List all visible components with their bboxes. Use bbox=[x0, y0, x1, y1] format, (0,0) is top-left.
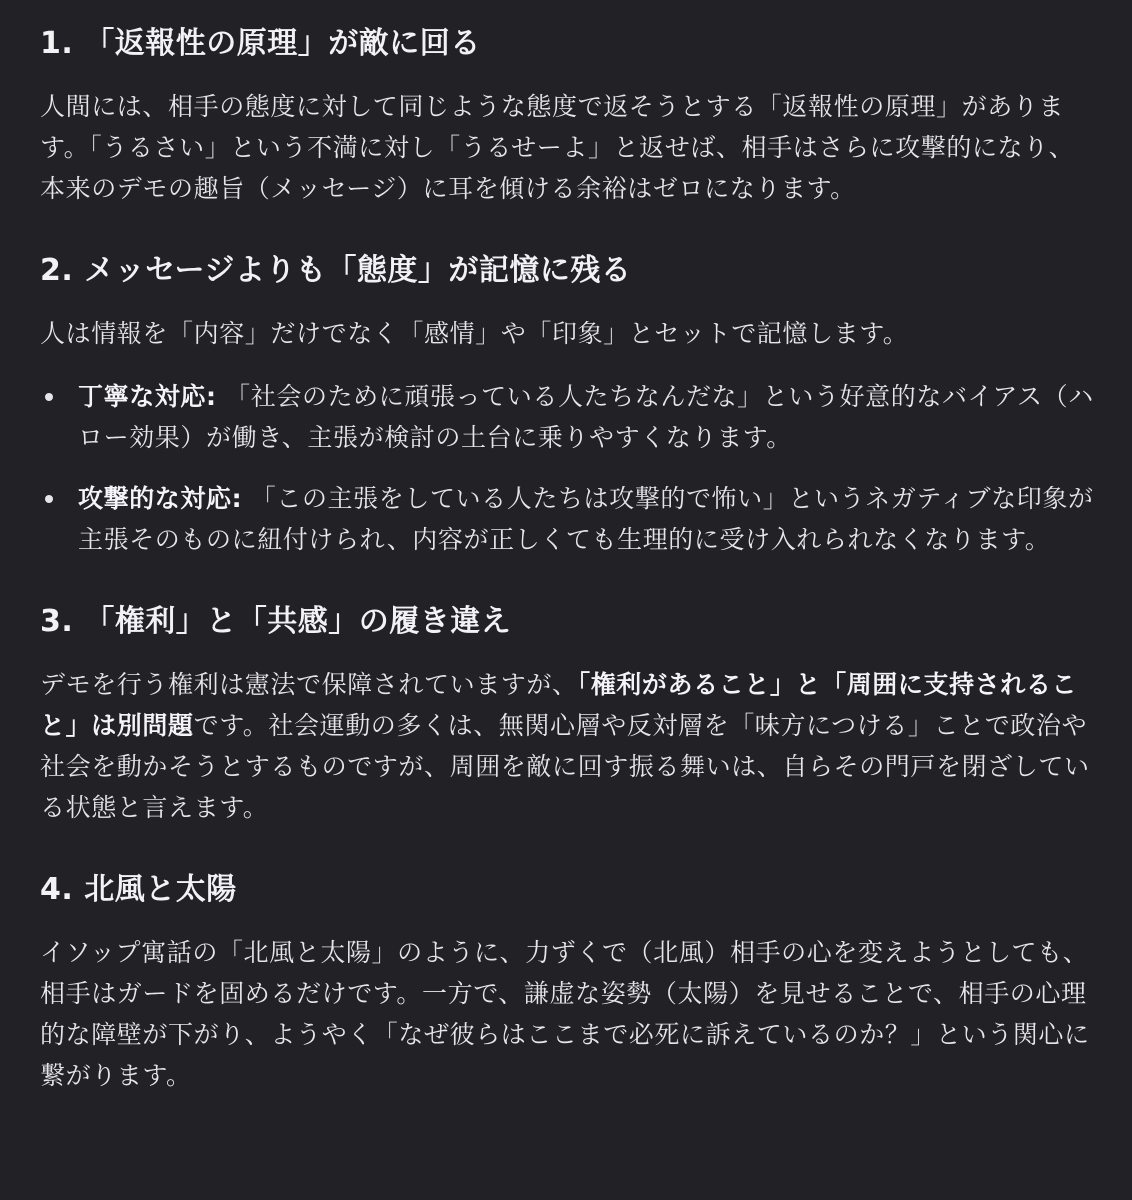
bullet-list bbox=[40, 376, 1096, 560]
section-north-wind-sun bbox=[40, 868, 1096, 1096]
section-heading: 4. 北風と太陽 bbox=[40, 872, 237, 907]
paragraph-bold-text: 「権利があること」と「周囲に支持されること」は別問題 bbox=[40, 670, 1078, 740]
bullet-text: 「この主張をしている人たちは攻撃的で怖い」というネガティブな印象が主張そのものに紐付けられ、内容が正しくても生理的に受け入れられなくなります。 bbox=[78, 484, 1094, 554]
section-paragraph bbox=[40, 932, 1096, 1096]
section-heading: 3. 「権利」と「共感」の履き違え bbox=[40, 604, 512, 639]
list-item bbox=[40, 478, 1096, 560]
bullet-dot-icon bbox=[45, 393, 53, 401]
bullet-text: 「社会のために頑張っている人たちなんだな」という好意的なバイアス（ハロー効果）が働き、主張が検討の土台に乗りやすくなります。 bbox=[78, 382, 1094, 452]
section-rights-empathy bbox=[40, 600, 1096, 828]
section-heading: 1. 「返報性の原理」が敵に回る bbox=[40, 26, 481, 61]
bullet-label: 攻撃的な対応: bbox=[78, 484, 243, 513]
list-item bbox=[40, 376, 1096, 458]
paragraph-text: デモを行う権利は憲法で保障されていますが、 bbox=[40, 670, 578, 699]
section-attitude-memory bbox=[40, 249, 1096, 560]
paragraph-text: です。社会運動の多くは、無関心層や反対層を「味方につける」ことで政治や社会を動かそうとするものですが、周囲を敵に回す振る舞いは、自らその門戸を閉ざしている状態と言えます。 bbox=[40, 711, 1090, 822]
bullet-dot-icon bbox=[45, 495, 53, 503]
section-paragraph bbox=[40, 664, 1096, 828]
paragraph-text: イソップ寓話の「北風と太陽」のように、力ずくで（北風）相手の心を変えようとしても、相手はガードを固めるだけです。一方で、謙虚な姿勢（太陽）を見せることで、相手の心理的な障壁が下がり、ようやく「なぜ彼らはここまで必死に訴えているのか？」という関心に繋がります。 bbox=[40, 938, 1090, 1090]
section-paragraph bbox=[40, 86, 1096, 209]
section-reciprocity bbox=[40, 22, 1096, 209]
section-intro: 人は情報を「内容」だけでなく「感情」や「印象」とセットで記憶します。 bbox=[40, 319, 909, 348]
paragraph-text: 人間には、相手の態度に対して同じような態度で返そうとする「返報性の原理」があります。「うるさい」という不満に対し「うるせーよ」と返せば、相手はさらに攻撃的になり、本来のデモの趣旨（メッセージ）に耳を傾ける余裕はゼロになります。 bbox=[40, 92, 1075, 203]
bullet-label: 丁寧な対応: bbox=[78, 382, 217, 411]
section-heading: 2. メッセージよりも「態度」が記憶に残る bbox=[40, 253, 632, 288]
